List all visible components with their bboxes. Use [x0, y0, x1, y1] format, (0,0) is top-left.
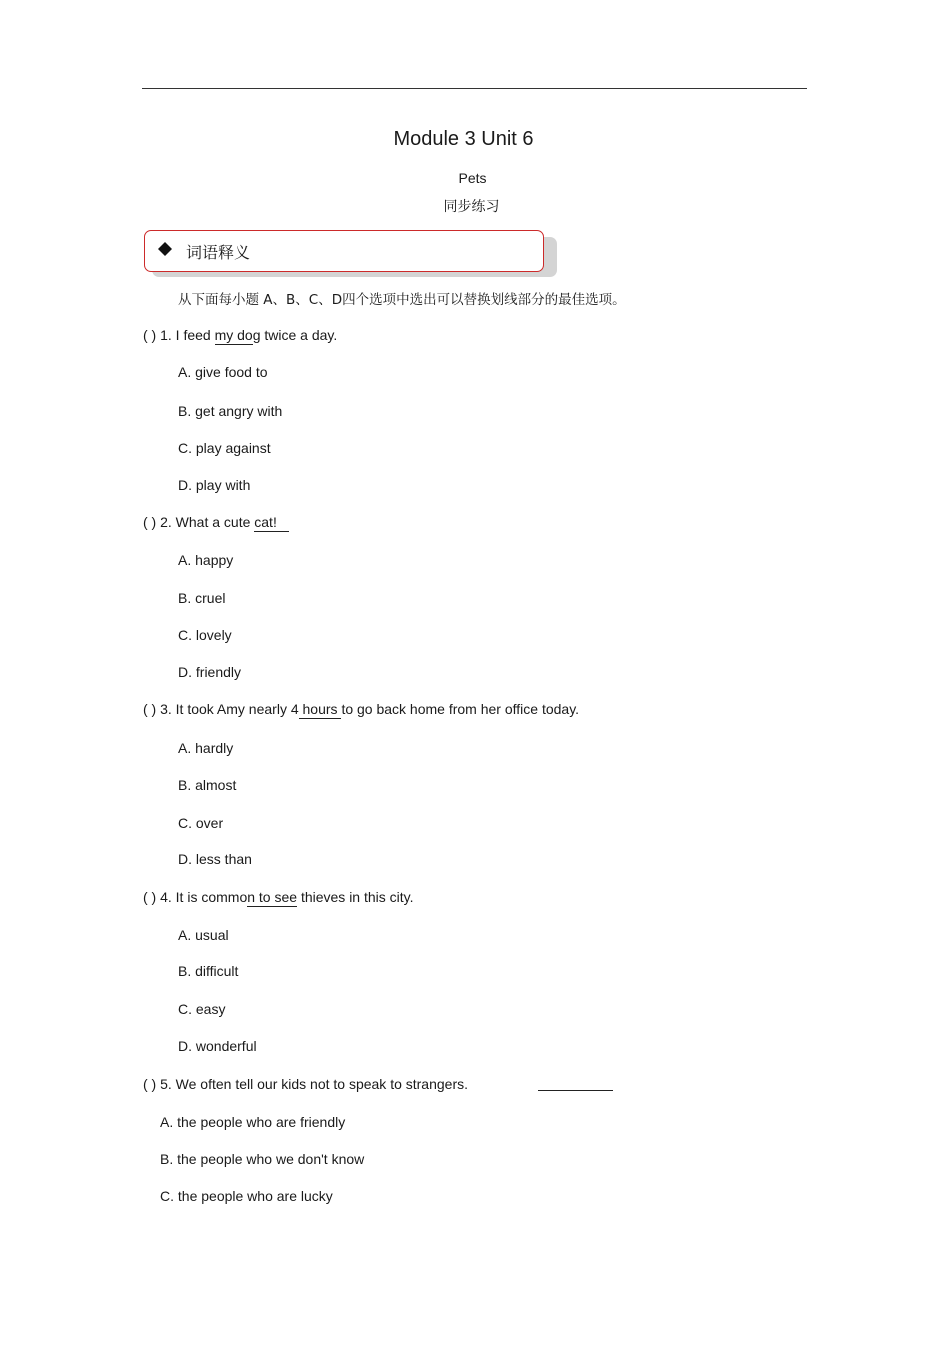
question-3-option-c: C. over	[178, 815, 224, 831]
page-subtitle-cn: 同步练习	[443, 199, 500, 215]
underlined-phrase: n to see	[247, 889, 298, 905]
question-3-option-b: B. almost	[178, 777, 237, 793]
question-4-option-d: D. wonderful	[178, 1038, 257, 1054]
question-3-option-d: D. less than	[178, 851, 252, 867]
header-rule	[142, 88, 807, 89]
question-1-option-a: A. give food to	[178, 364, 268, 380]
underlined-phrase: my do	[214, 327, 253, 343]
question-4-stem: ( ) 4. It is common to see thieves in this city.	[143, 889, 414, 905]
question-1-option-c: C. play against	[178, 440, 271, 456]
underlined-phrase: hours	[298, 701, 342, 717]
question-5-option-c: C. the people who are lucky	[160, 1188, 333, 1204]
page-subtitle: Pets	[458, 170, 487, 186]
question-2-stem: ( ) 2. What a cute cat!	[143, 514, 289, 530]
question-3-option-a: A. hardly	[178, 740, 234, 756]
question-3-stem: ( ) 3. It took Amy nearly 4 hours to go back home from her office today.	[143, 701, 580, 717]
question-1-stem: ( ) 1. I feed my dog twice a day.	[143, 327, 338, 343]
question-1-option-d: D. play with	[178, 477, 251, 493]
question-2-option-c: C. lovely	[178, 627, 232, 643]
question-1-option-b: B. get angry with	[178, 403, 283, 419]
answer-blank-line	[538, 1090, 613, 1091]
underlined-phrase: cat!	[254, 514, 289, 530]
question-2-option-a: A. happy	[178, 552, 234, 568]
question-4-option-b: B. difficult	[178, 963, 239, 979]
page-title: Module 3 Unit 6	[393, 128, 534, 150]
section-title: 词语释义	[186, 243, 251, 262]
section-instructions: 从下面每小题 A、B、C、D四个选项中选出可以替换划线部分的最佳选项。	[178, 292, 626, 308]
diamond-icon	[158, 242, 172, 256]
question-5-option-b: B. the people who we don't know	[160, 1151, 365, 1167]
question-2-option-b: B. cruel	[178, 590, 226, 606]
question-4-option-c: C. easy	[178, 1001, 226, 1017]
question-5-stem: ( ) 5. We often tell our kids not to speak to strangers.	[143, 1076, 469, 1092]
question-5-option-a: A. the people who are friendly	[160, 1114, 346, 1130]
question-2-option-d: D. friendly	[178, 664, 242, 680]
question-4-option-a: A. usual	[178, 927, 229, 943]
